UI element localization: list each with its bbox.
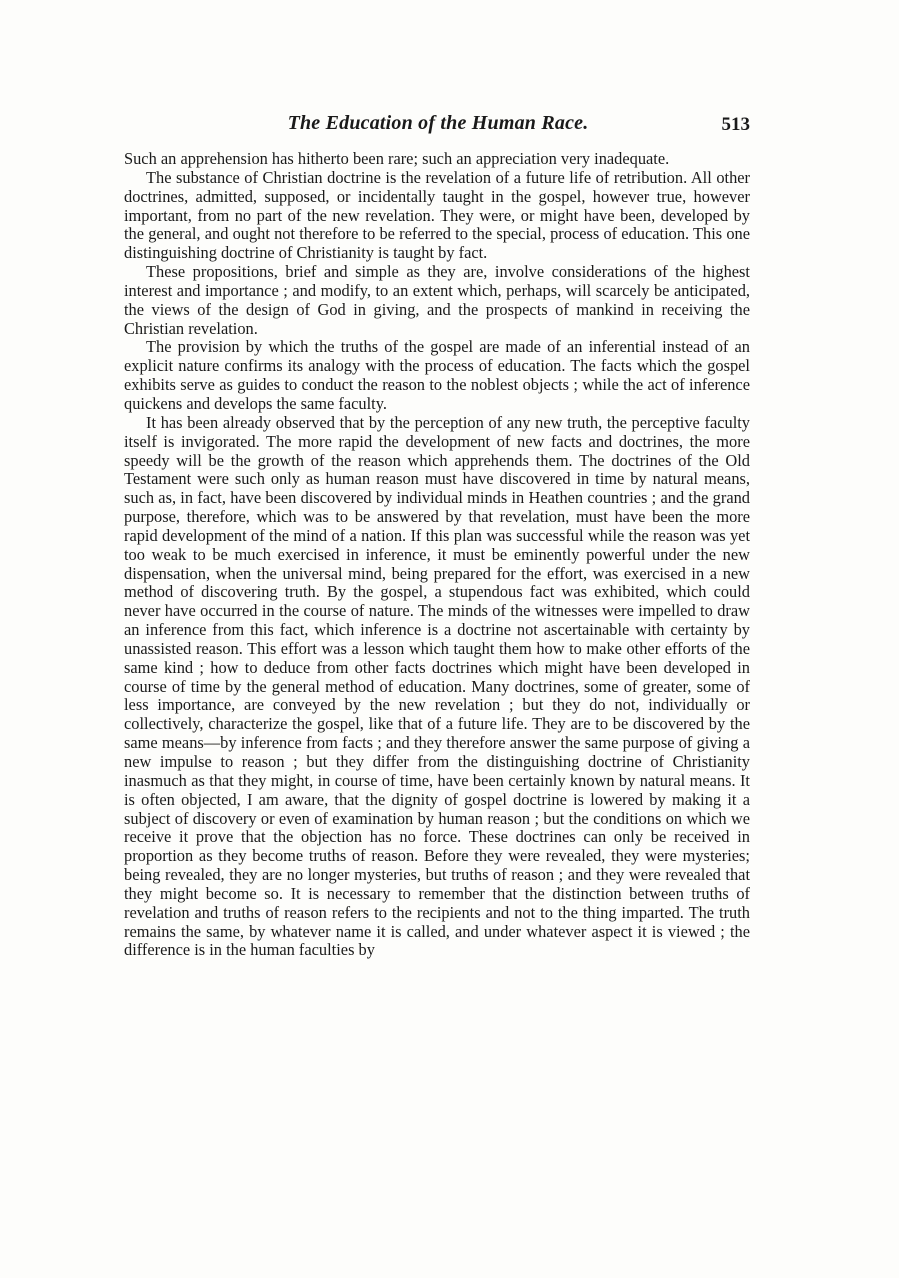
page-number: 513 <box>721 114 750 135</box>
paragraph: The substance of Christian doctrine is the revelation of a future life of retribution. All other doctrines, admitted, supposed, or incidentally taught in the gospel, however true, however important, from no part of the new revelation. They were, or might have been, developed by the general, and ought not therefore to be referred to the special, process of education. This one distinguishing doctrine of Christianity is taught by fact. <box>124 167 750 263</box>
paragraph: It has been already observed that by the perception of any new truth, the perceptive faculty itself is invigorated. The more rapid the development of new facts and doctrines, the more speedy will be the growth of the reason which apprehends them. The doctrines of the Old Testament were such only as human reason must have discovered in time by natural means, such as, in fact, have been discovered by individual minds in Heathen countries ; and the grand purpose, therefore, which was to be answered by that revelation, must have been the more rapid development of the mind of a nation. If this plan was successful while the reason was yet too weak to be much exercised in inference, it must be eminently powerful under the new dispensation, when the universal mind, being prepared for the effort, was exercised in a new method of discovering truth. By the gospel, a stupendous fact was exhibited, which could never have occurred in the course of nature. The minds of the witnesses were impelled to draw an inference from this fact, which inference is a doctrine not ascertainable with certainty by unassisted reason. This effort was a lesson which taught them how to make other efforts of the same kind ; how to deduce from other facts doctrines which might have been developed in course of time by the general method of education. Many doctrines, some of greater, some of less importance, are conveyed by the new revelation ; but they do not, individually or collectively, characterize the gospel, like that of a future life. They are to be discovered by the same means—by inference from facts ; and they therefore answer the same purpose of giving a new impulse to reason ; but they differ from the distinguishing doctrine of Christianity inasmuch as that they might, in course of time, have been certainly known by natural means. It is often objected, I am aware, that the dignity of gospel doctrine is lowered by making it a subject of discovery or even of examination by human reason ; but the conditions on which we receive it prove that the objection has no force. These doctrines can only be received in proportion as they become truths of reason. Before they were revealed, they were mysteries; being revealed, they are no longer mysteries, but truths of reason ; and they were revealed that they might become so. It is necessary to remember that the distinction between truths of revelation and truths of reason refers to the recipients and not to the thing imparted. The truth remains the same, by whatever name it is called, and under whatever aspect it is viewed ; the difference is in the human faculties by <box>124 412 750 960</box>
paragraph: The provision by which the truths of the gospel are made of an inferential instead of an explicit nature confirms its analogy with the process of education. The facts which the gospel exhibits serve as guides to conduct the reason to the noblest objects ; while the act of inference quickens and develops the same faculty. <box>124 337 750 413</box>
paragraph: Such an apprehension has hitherto been rare; such an appreciation very inadequate. <box>124 149 670 168</box>
running-title: The Education of the Human Race. <box>287 112 589 134</box>
running-head <box>124 112 752 142</box>
paragraph: These propositions, brief and simple as they are, involve considerations of the highest interest and importance ; and modify, to an extent which, perhaps, will scarcely be anticipated, the views of the design of God in giving, and the prospects of mankind in receiving the Christian revelation. <box>124 262 750 338</box>
body-text <box>124 150 750 960</box>
